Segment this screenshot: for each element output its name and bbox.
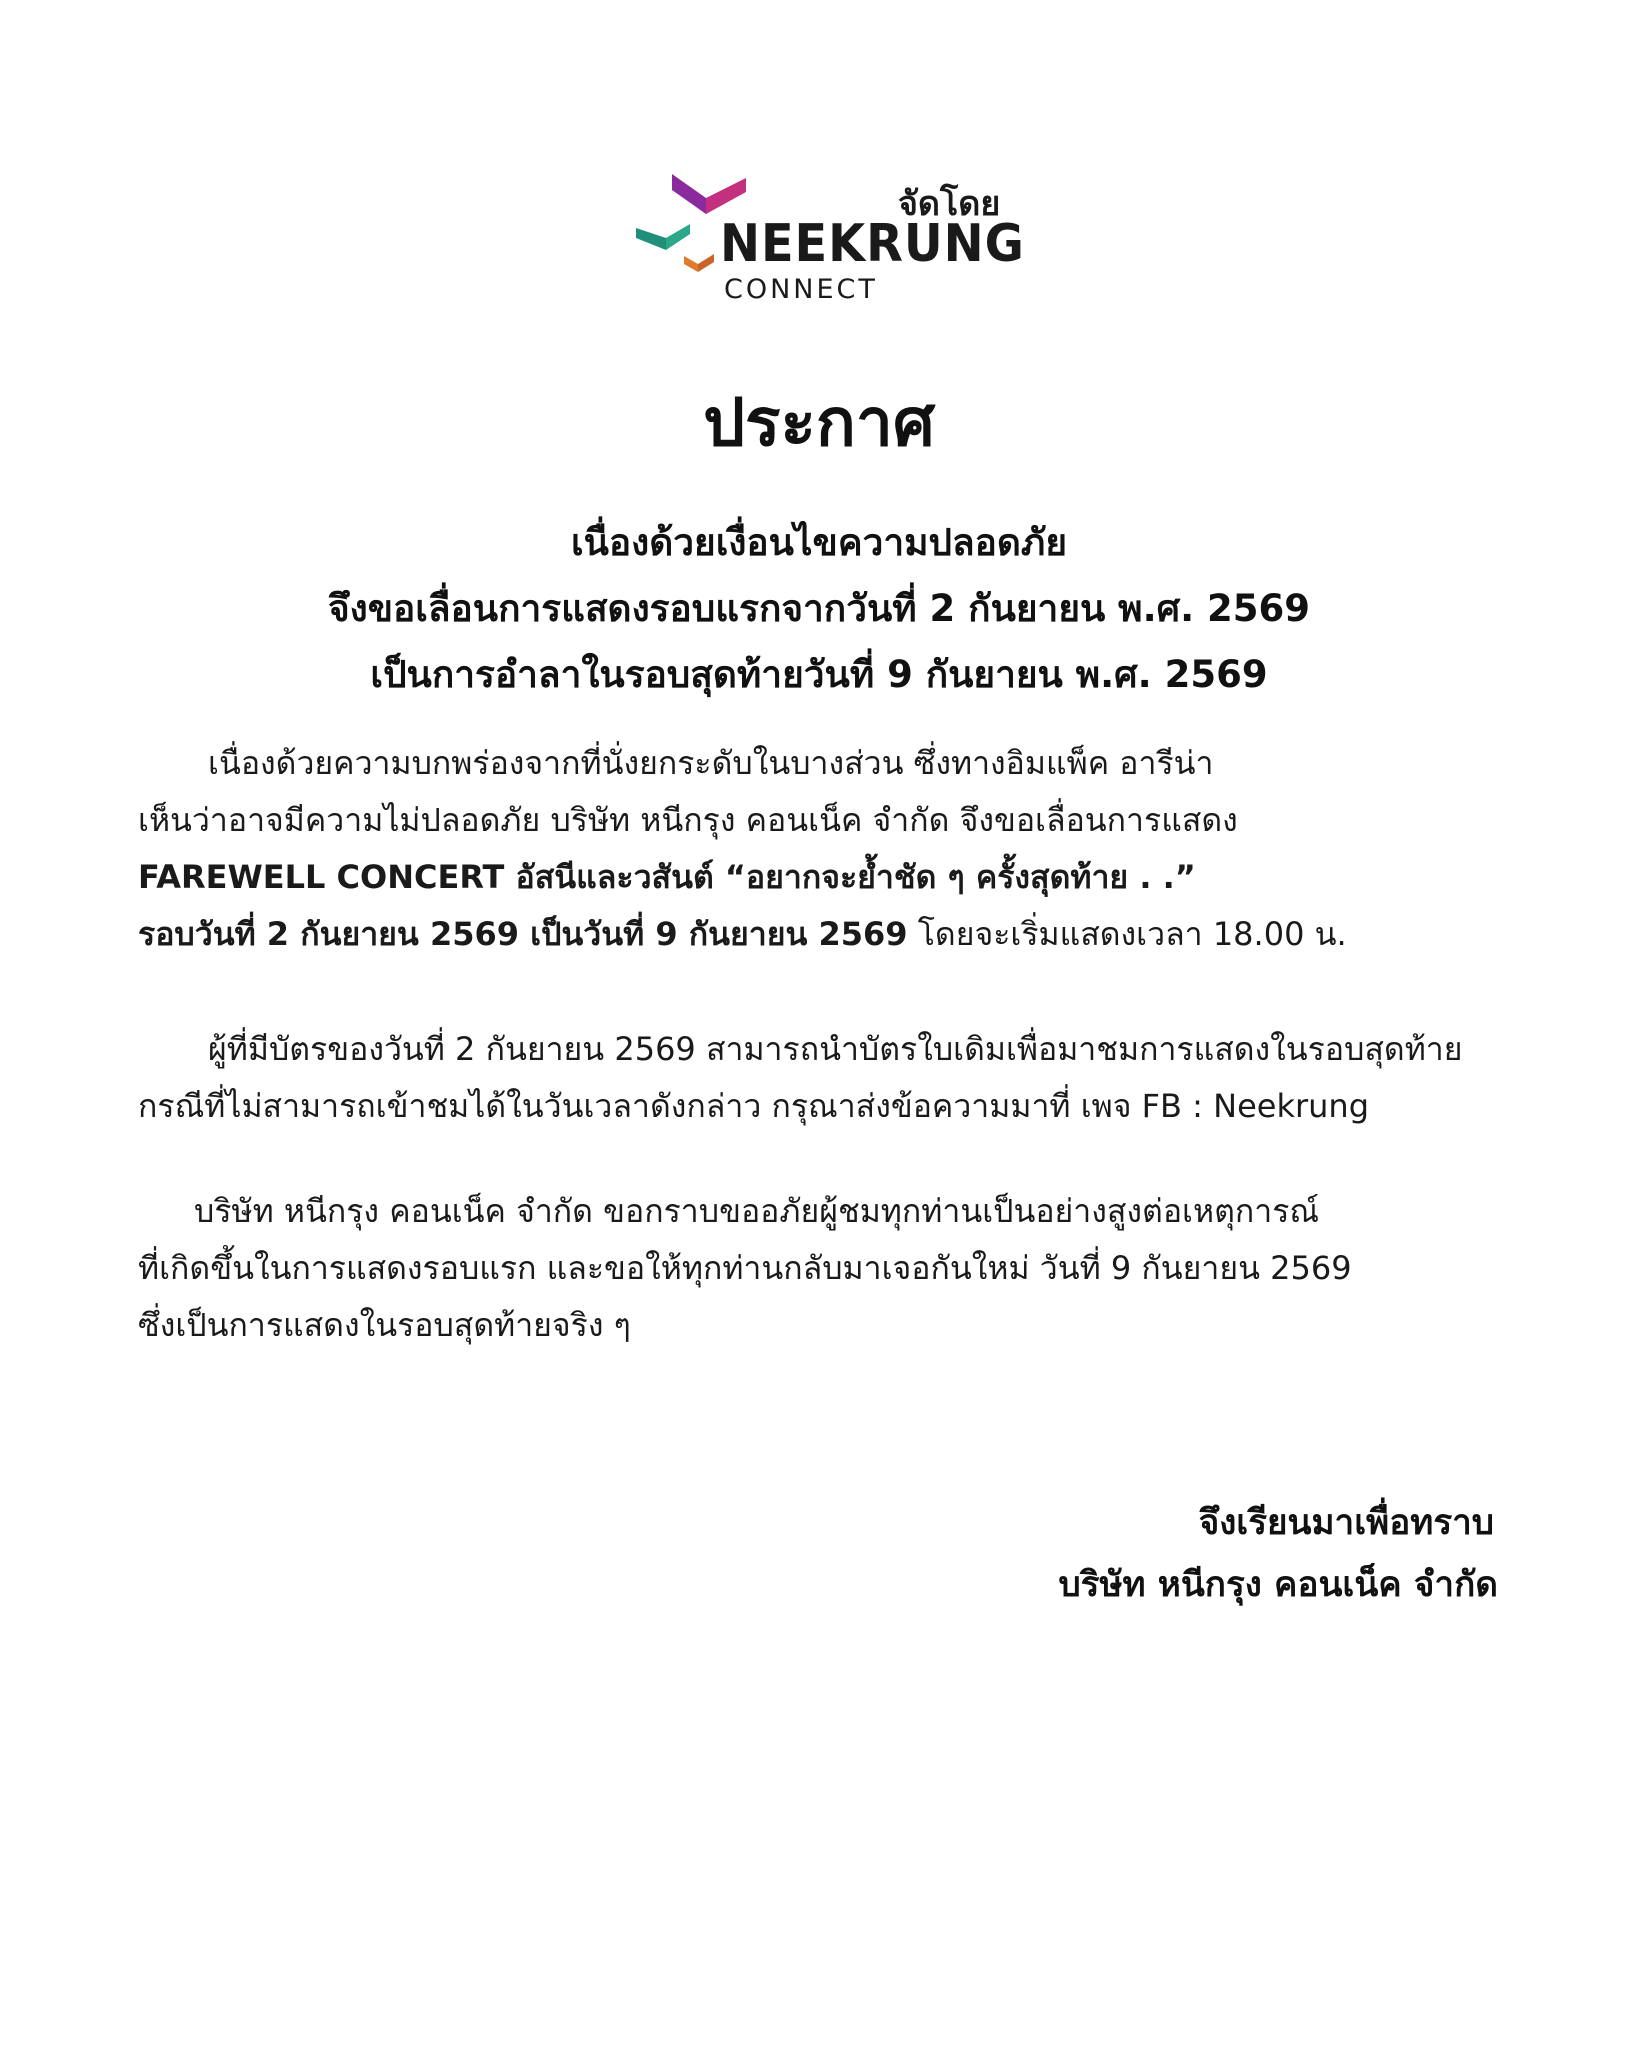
headline xyxy=(0,510,1638,708)
closing-line: จึงเรียนมาเพื่อทราบ xyxy=(1198,1503,1494,1543)
paragraph-line xyxy=(138,906,1518,963)
date-change-text: รอบวันที่ 2 กันยายน 2569 เป็นวันที่ 9 กันยายน 2569 xyxy=(138,915,908,953)
signatory: บริษัท หนีกรุง คอนเน็ค จำกัด xyxy=(1058,1565,1498,1605)
paragraph-line: ที่เกิดขึ้นในการแสดงรอบแรก และขอให้ทุกท่านกลับมาเจอกันใหม่ วันที่ 9 กันยายน 2569 xyxy=(138,1249,1352,1287)
paragraph-line: ซึ่งเป็นการแสดงในรอบสุดท้ายจริง ๆ xyxy=(138,1306,631,1344)
start-time-text: โดยจะเริ่มแสดงเวลา 18.00 น. xyxy=(907,915,1347,953)
paragraph-line: บริษัท หนีกรุง คอนเน็ค จำกัด ขอกราบขออภัยผู้ชมทุกท่านเป็นอย่างสูงต่อเหตุการณ์ xyxy=(194,1192,1320,1230)
headline-line-1: เนื่องด้วยเงื่อนไขความปลอดภัย xyxy=(570,521,1067,564)
paragraph-ticket-info xyxy=(138,1021,1518,1135)
headline-line-3: เป็นการอำลาในรอบสุดท้ายวันที่ 9 กันยายน พ.ศ. 2569 xyxy=(370,653,1268,696)
brand-name: NEEKRUNG xyxy=(720,214,1025,274)
paragraph-line: กรณีที่ไม่สามารถเข้าชมได้ในวันเวลาดังกล่าว กรุณาส่งข้อความมาที่ เพจ FB : Neekrung xyxy=(138,1087,1369,1125)
headline-line-2: จึงขอเลื่อนการแสดงรอบแรกจากวันที่ 2 กันยายน พ.ศ. 2569 xyxy=(327,587,1311,630)
paragraph-line: ผู้ที่มีบัตรของวันที่ 2 กันยายน 2569 สามารถนำบัตรใบเดิมเพื่อมาชมการแสดงในรอบสุดท้าย xyxy=(208,1030,1463,1068)
closing-signature xyxy=(1058,1492,1498,1616)
concert-name-line: FAREWELL CONCERT อัสนีและวสันต์ “อยากจะย้ำชัด ๆ ครั้งสุดท้าย . .” xyxy=(138,858,1196,896)
paragraph-line: เห็นว่าอาจมีความไม่ปลอดภัย บริษัท หนีกรุง คอนเน็ค จำกัด จึงขอเลื่อนการแสดง xyxy=(138,801,1238,839)
page-title: ประกาศ xyxy=(703,384,935,461)
paragraph-apology xyxy=(138,1183,1518,1354)
paragraph-postponement xyxy=(138,735,1518,963)
organizer-tag: จัดโดย xyxy=(898,184,1001,224)
paragraph-line: เนื่องด้วยความบกพร่องจากที่นั่งยกระดับในบางส่วน ซึ่งทางอิมแพ็ค อารีน่า xyxy=(208,744,1214,782)
brand-subtitle: CONNECT xyxy=(724,274,878,305)
neekrung-connect-logo xyxy=(636,170,1025,310)
